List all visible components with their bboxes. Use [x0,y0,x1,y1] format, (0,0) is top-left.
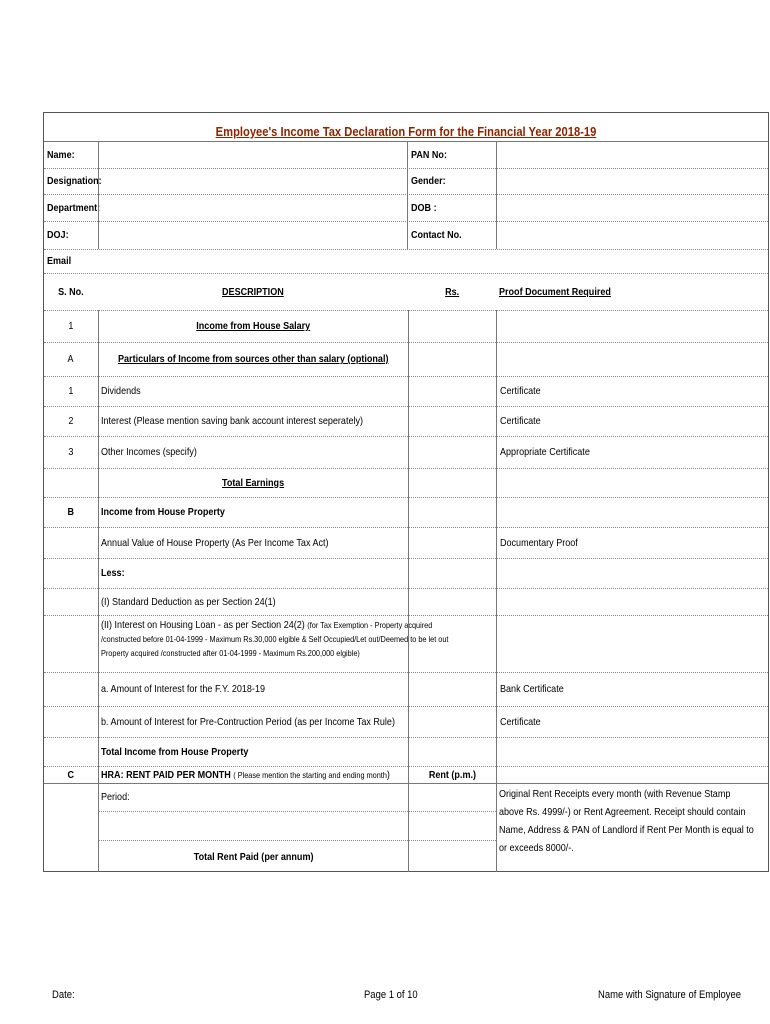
housing-loan-note-2: /constructed before 01-04-1999 - Maximum Rs.30,000 elgible & Self Occupied/Let out/Deemed to be let out [101,634,449,644]
contact-field[interactable] [496,221,770,249]
period-field[interactable] [98,812,408,841]
row-description: Particulars of Income from sources other than salary (optional) [98,342,408,376]
proof-cell [496,615,770,672]
table-row [44,497,768,528]
row-description: Income from House Property [98,497,408,527]
proof-cell [496,737,770,766]
row-number [44,468,98,497]
hra-note-close: ) [386,768,390,781]
less-label: Less: [98,558,408,588]
amount-field[interactable] [408,342,496,376]
amount-field[interactable] [408,497,496,527]
proof-cell [496,588,770,615]
row-description: Interest (Please mention saving bank account interest seperately) [98,406,408,436]
email-label: Email [47,255,72,267]
header-sno: S. No. [58,285,84,298]
row-description: Annual Value of House Property (As Per Income Tax Act) [98,527,408,558]
rent-field[interactable] [408,783,496,812]
header-rs: Rs. [444,285,460,298]
gender-label: Gender: [407,167,497,194]
row-number: 2 [68,415,74,427]
gender-field[interactable] [496,167,770,194]
amount-field[interactable] [408,558,496,588]
table-header [44,273,768,311]
footer-signature: Name with Signature of Employee [598,989,742,1001]
pan-field[interactable] [496,142,770,168]
row-description: a. Amount of Interest for the F.Y. 2018-19 [98,672,408,706]
rent-field[interactable] [408,841,496,872]
amount-field[interactable] [408,406,496,436]
row-email [44,249,768,274]
hra-label: HRA: RENT PAID PER MONTH [101,768,231,781]
total-rent-label: Total Rent Paid (per annum) [98,841,408,872]
amount-field[interactable] [408,436,496,468]
row-name [44,141,768,169]
pan-label: PAN No: [407,142,497,168]
hra-note: ( Please mention the starting and ending month [233,769,387,780]
housing-loan-label: (II) Interest on Housing Loan - as per Section 24(2) [101,619,305,631]
table-row [44,436,768,469]
hra-proof-line: above Rs. 4999/-) or Rent Agreement. Receipt should contain [499,806,746,818]
dob-label: DOB : [407,194,497,221]
footer-page-number: Page 1 of 10 [364,989,418,1001]
period-label: Period: [98,783,408,812]
row-number: C [67,768,75,781]
form-title: Employee's Income Tax Declaration Form for the Financial Year 2018-19 [215,124,597,139]
doj-label: DOJ: [47,229,69,241]
amount-field[interactable] [408,310,496,342]
proof-cell: Appropriate Certificate [496,436,770,468]
dob-field[interactable] [496,194,770,221]
table-row [44,558,768,589]
name-field[interactable] [98,142,408,168]
proof-cell [496,497,770,527]
row-number [44,706,98,737]
row-number [44,672,98,706]
row-number [44,527,98,558]
table-row [44,342,768,377]
hra-proof-line: Name, Address & PAN of Landlord if Rent Per Month is equal to [499,824,754,836]
row-number: 1 [68,385,74,397]
table-row [44,737,768,767]
row-description: Income from House Salary [98,310,408,342]
rent-pm-label: Rent (p.m.) [408,766,496,783]
row-description: b. Amount of Interest for Pre-Contruction Period (as per Income Tax Rule) [98,706,408,737]
proof-cell: Certificate [496,376,770,406]
amount-field[interactable] [408,588,496,615]
table-row [44,615,768,673]
housing-loan-note: (for Tax Exemption - Property acquired [307,620,433,630]
row-doj [44,221,768,250]
table-row [44,376,768,407]
header-description: DESCRIPTION [222,285,284,298]
table-row [44,672,768,707]
total-earnings-label: Total Earnings [98,468,408,497]
declaration-form [43,112,769,872]
table-row [44,406,768,437]
house-property-total-label: Total Income from House Property [98,737,408,766]
row-number [44,737,98,766]
row-number: B [67,506,75,518]
designation-field[interactable] [98,167,408,194]
proof-cell: Bank Certificate [496,672,770,706]
proof-cell: Documentary Proof [496,527,770,558]
row-description [98,766,408,783]
row-number [44,615,98,672]
department-label: Department: [47,201,101,214]
amount-field[interactable] [408,527,496,558]
proof-cell [496,766,770,783]
footer-date: Date: [52,989,75,1001]
row-number [44,783,98,812]
hra-proof-line: Original Rent Receipts every month (with Revenue Stamp [499,788,731,800]
table-row [44,588,768,616]
row-number: 1 [68,320,74,332]
name-label: Name: [47,149,75,161]
hra-proof-line: or exceeds 8000/-. [499,842,574,854]
proof-cell: Certificate [496,706,770,737]
amount-field[interactable] [408,468,496,497]
proof-cell [496,468,770,497]
amount-field[interactable] [408,706,496,737]
amount-field[interactable] [408,615,496,672]
table-row [44,766,768,784]
header-proof: Proof Document Required [499,285,611,298]
row-number [44,812,98,841]
doj-field[interactable] [98,221,408,249]
row-description: Other Incomes (specify) [98,436,408,468]
row-department [44,194,768,222]
proof-cell: Certificate [496,406,770,436]
amount-field[interactable] [408,672,496,706]
row-number [44,588,98,615]
rent-field[interactable] [408,812,496,841]
proof-cell [496,558,770,588]
amount-field[interactable] [408,376,496,406]
form-top-border [44,112,768,113]
table-row [44,468,768,498]
amount-field[interactable] [408,737,496,766]
hra-proof-text [496,783,770,872]
designation-label: Designation: [47,174,102,187]
proof-cell [496,342,770,376]
proof-cell [496,310,770,342]
table-row [44,310,768,343]
row-number [44,841,98,872]
housing-loan-note-3: Property acquired /constructed after 01-04-1999 - Maximum Rs.200,000 elgible) [101,648,360,658]
department-field[interactable] [98,194,408,221]
row-designation [44,167,768,195]
row-description: (I) Standard Deduction as per Section 24(1) [98,588,408,615]
row-number: 3 [68,446,74,458]
contact-label: Contact No. [407,221,497,249]
table-row [44,527,768,559]
row-description [98,615,449,672]
email-field[interactable] [98,249,770,273]
row-number: A [67,353,75,365]
row-description: Dividends [98,376,408,406]
table-row [44,706,768,738]
row-number [44,558,98,588]
